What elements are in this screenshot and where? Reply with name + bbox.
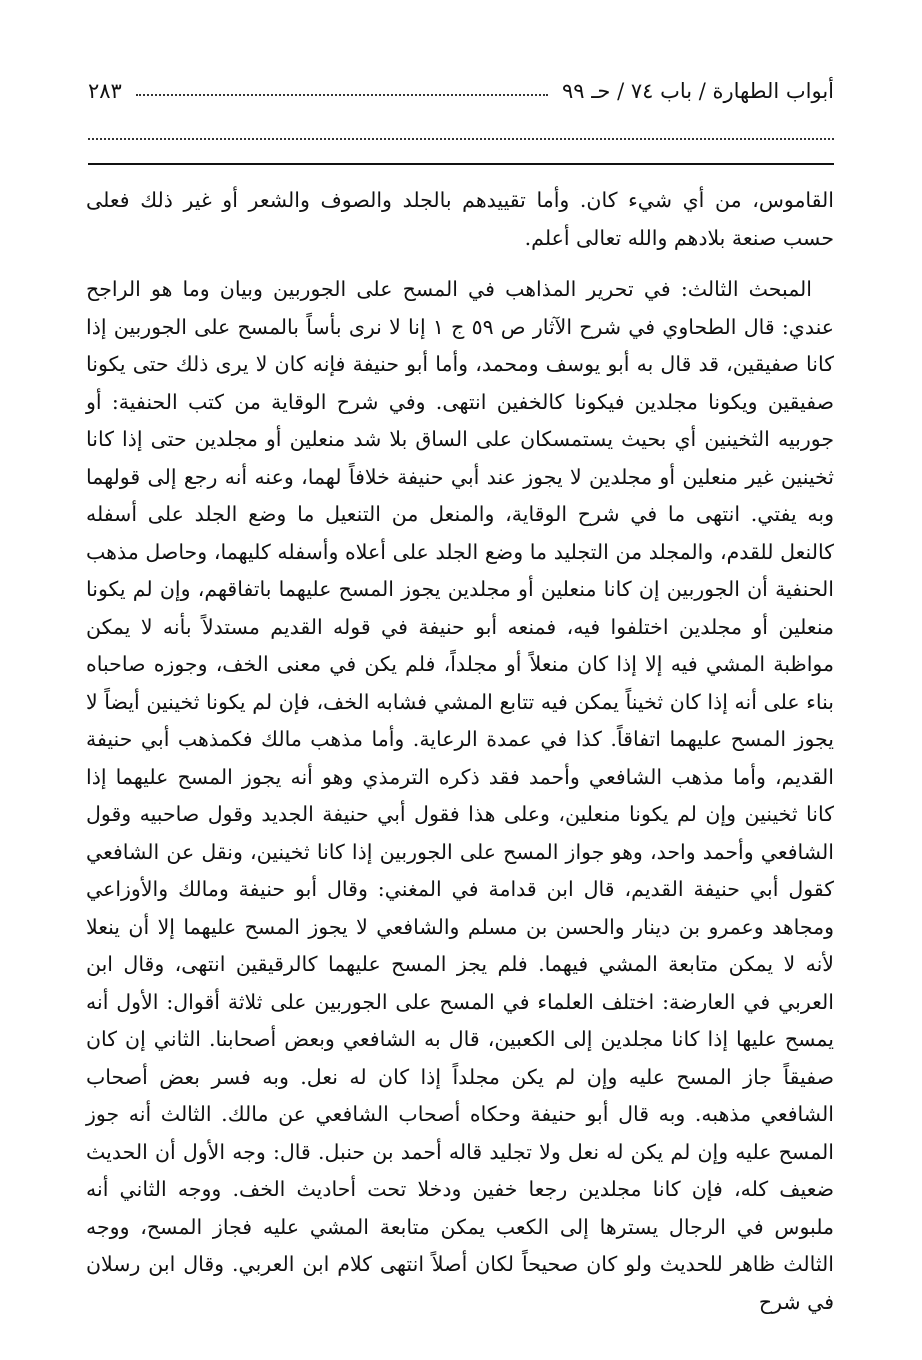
paragraph-continuation: القاموس، من أي شيء كان. وأما تقييدهم بالجلد والصوف والشعر أو غير ذلك فعلى حسب صنعة بلادهم والله تعالى أعلم.	[86, 188, 834, 250]
paragraph-third-section	[86, 271, 834, 1321]
dotted-leader	[136, 94, 548, 96]
header-rule	[88, 163, 834, 165]
page-number: ٢٨٣	[88, 79, 122, 103]
running-title: أبواب الطهارة / باب ٧٤ / حـ ٩٩	[562, 79, 834, 103]
running-header	[88, 76, 834, 106]
section-text: في تحرير المذاهب في المسح على الجوربين وبيان وما هو الراجح عندي: قال الطحاوي في شرح الآثار ص ٥٩ ج ١ إنا لا نرى بأساً بالمسح على الجوربين إذا كانا صفيقين، قد قال به أبو يوسف ومحمد، وأما أبو حنيفة فإنه كان لا يرى ذلك حتى يكونا صفيقين ويكونا مجلدين فيكونا كالخفين انتهى. وفي شرح الوقاية من كتب الحنفية: أو جوربيه الثخينين أي بحيث يستمسكان على الساق بلا شد منعلين أو مجلدين حتى إذا كانا ثخينين غير منعلين أو مجلدين لا يجوز عند أبي حنيفة خلافاً لهما، وعنه أنه رجع إلى قولهما وبه يفتي. انتهى ما في شرح الوقاية، والمنعل من التنعيل ما وضع الجلد على أسفله كالنعل للقدم، والمجلد من التجليد ما وضع الجلد على أعلاه وأسفله كليهما، وحاصل مذهب الحنفية أن الجوربين إن كانا منعلين أو مجلدين يجوز المسح عليهما باتفاقهم، وإن لم يكونا منعلين أو مجلدين اختلفوا فيه، فمنعه أبو حنيفة في قوله القديم مستدلاً بأنه لا يمكن مواظبة المشي فيه إلا إذا كان منعلاً أو مجلداً، فلم يكن في معنى الخف، وجوزه صاحباه بناء على أنه إذا كان ثخيناً يمكن فيه تتابع المشي فشابه الخف، فإن لم يكونا ثخينين أيضاً لا يجوز المسح عليهما اتفاقاً. كذا في عمدة الرعاية. وأما مذهب مالك فكمذهب أبي حنيفة القديم، وأما مذهب الشافعي وأحمد فقد ذكره الترمذي وهو أنه يجوز المسح عليهما إذا كانا ثخينين وإن لم يكونا منعلين، وعلى هذا فقول أبي حنيفة الجديد وقول صاحبيه وقول الشافعي وأحمد واحد، وهو جواز المسح على الجوربين إذا كانا ثخينين، ونقل عن الشافعي كقول أبي حنيفة القديم، قال ابن قدامة في المغني: وقال أبو حنيفة ومالك والأوزاعي ومجاهد وعمرو بن دينار والحسن بن مسلم والشافعي لا يجوز المسح عليهما إلا أن ينعلا لأنه لا يمكن متابعة المشي فيهما. فلم يجز المسح عليهما كالرقيقين انتهى، وقال ابن العربي في العارضة: اختلف العلماء في المسح على الجوربين على ثلاثة أقوال: الأول أنه يمسح عليها إذا كانا مجلدين إلى الكعبين، قال به الشافعي وبعض أصحابنا. الثاني إن كان صفيقاً جاز المسح عليه وإن لم يكن مجلداً إذا كان له نعل. وبه فسر بعض أصحاب الشافعي مذهبه. وبه قال أبو حنيفة وحكاه أصحاب الشافعي عن مالك. الثالث أنه جوز المسح عليه وإن لم يكن له نعل ولا تجليد قاله أحمد بن حنبل. قال: وجه الأول أن الحديث ضعيف كله، فإن كانا مجلدين رجعا خفين ودخلا تحت أحاديث الخف. ووجه الثاني أنه ملبوس في الرجال يسترها إلى الكعب يمكن متابعة المشي عليه فجاز المسح، ووجه الثالث ظاهر للحديث ولو كان صحيحاً لكان أصلاً انتهى كلام ابن العربي. وقال ابن رسلان في شرح	[86, 277, 834, 1314]
section-label: المبحث الثالث:	[680, 277, 813, 301]
dotted-separator	[88, 138, 834, 140]
main-text	[86, 182, 834, 1321]
